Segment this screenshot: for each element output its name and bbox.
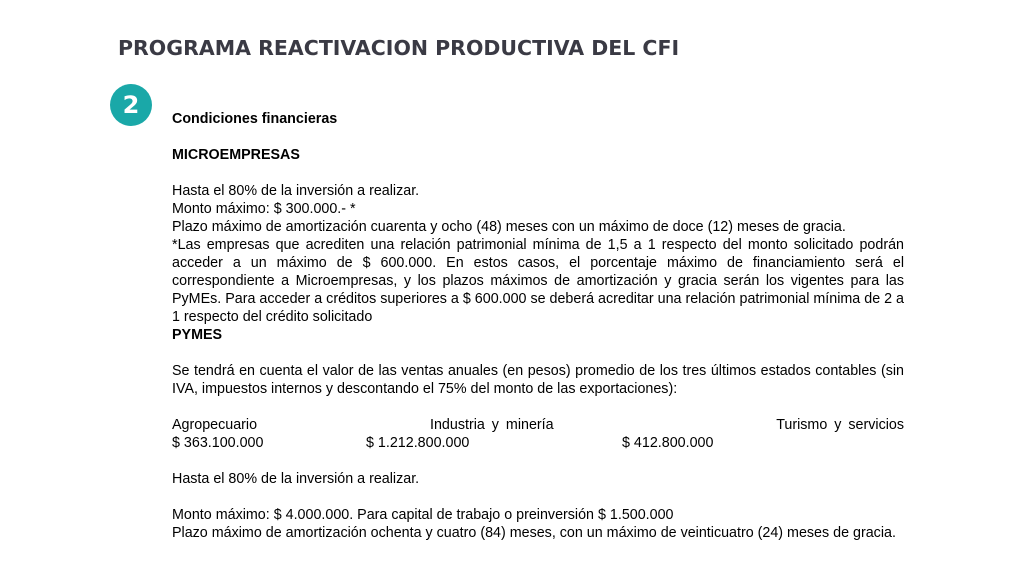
micro-line-percentage: Hasta el 80% de la inversión a realizar. [172,183,420,199]
sector-name-agro: Agropecuario [172,417,258,433]
page-title: PROGRAMA REACTIVACION PRODUCTIVA DEL CFI [118,36,680,60]
pymes-line-percentage: Hasta el 80% de la inversión a realizar. [172,471,420,487]
pymes-line-term: Plazo máximo de amortización ochenta y cuatro (84) meses, con un máximo de veinticuatro (24) meses de gracia. [172,525,896,541]
micro-note: *Las empresas que acrediten una relación patrimonial mínima de 1,5 a 1 respecto del monto solicitado podrán acceder a un máximo de $ 600.000. En estos casos, el porcentaje máximo de financiamiento será el correspondiente a Microempresas, y los plazos máximos de amortización y gracia serán los vigentes para las PyMEs. Para acceder a créditos superiores a $ 600.000 se deberá acreditar una relación patrimonial mínima de 2 a 1 respecto del crédito solicitado [172,237,904,325]
content-body [172,110,904,542]
sector-value-industria: $ 1.212.800.000 [366,435,470,451]
micro-line-max-amount: Monto máximo: $ 300.000.- * [172,201,356,217]
section-number-badge: 2 [110,84,152,126]
sector-value-agro: $ 363.100.000 [172,435,264,451]
pymes-heading: PYMES [172,327,223,343]
micro-line-term: Plazo máximo de amortización cuarenta y ocho (48) meses con un máximo de doce (12) meses de gracia. [172,219,846,235]
sector-names-row [172,416,904,434]
section-title: Condiciones financieras [172,111,338,127]
sector-name-turismo: Turismo y servicios [776,417,904,433]
pymes-line-max-amount: Monto máximo: $ 4.000.000. Para capital de trabajo o preinversión $ 1.500.000 [172,507,674,523]
sector-value-turismo: $ 412.800.000 [622,435,714,451]
pymes-intro: Se tendrá en cuenta el valor de las ventas anuales (en pesos) promedio de los tres últimos estados contables (sin IVA, impuestos internos y descontando el 75% del monto de las exportaciones): [172,363,904,397]
micro-heading: MICROEMPRESAS [172,147,300,163]
sector-values-row [172,434,904,452]
sector-name-industria: Industria y minería [430,417,554,433]
